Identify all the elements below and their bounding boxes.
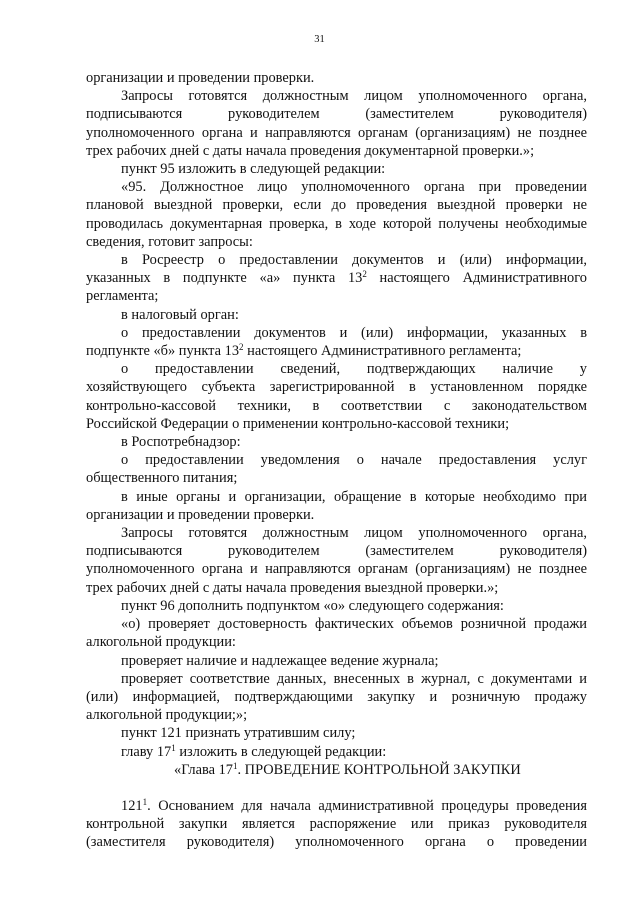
- text-segment: . ПРОВЕДЕНИЕ КОНТРОЛЬНОЙ ЗАКУПКИ: [237, 761, 521, 778]
- chapter-heading: [86, 761, 587, 779]
- text-line: пункт 95 изложить в следующей редакции:: [121, 161, 386, 178]
- text-line: (заместителя руководителя) уполномоченного органа о проведении: [86, 834, 587, 851]
- text-line: о предоставлении сведений, подтверждающих наличие у: [121, 361, 587, 378]
- text-line: общественного питания;: [86, 470, 238, 487]
- superscript: 2: [239, 342, 244, 353]
- text-segment: главу 17: [121, 743, 172, 760]
- text-line: плановой выездной проверки, если до проведения выездной проверки не: [86, 197, 587, 214]
- text-line: контрольно-кассовой техники, в соответствии с законодательством: [86, 397, 587, 414]
- document-body: [86, 69, 587, 852]
- text-segment: «Глава 17: [174, 761, 233, 778]
- text-line: контрольной закупки является распоряжение или приказ руководителя: [86, 816, 587, 833]
- text-line: уполномоченного органа и направляются органам (организациям) не позднее: [86, 561, 587, 578]
- text-line: трех рабочих дней с даты начала проведения документарной проверки.»;: [86, 142, 535, 159]
- text-line: Запросы готовятся должностным лицом уполномоченного органа,: [121, 88, 587, 105]
- text-line: [86, 743, 587, 761]
- text-segment: изложить в следующей редакции:: [175, 743, 387, 760]
- text-line: проверяет наличие и надлежащее ведение журнала;: [121, 652, 439, 669]
- page-number: 31: [314, 34, 325, 45]
- text-line: проверяет соответствие данных, внесенных в журнал, с документами и: [121, 670, 587, 687]
- text-segment: подпункте «б» пункта 13: [86, 343, 240, 360]
- spacer: [86, 779, 587, 797]
- text-line: хозяйствующего субъекта зарегистрированной в установленном порядке: [86, 379, 587, 396]
- text-line: в Роспотребнадзор:: [121, 434, 241, 451]
- text-line: [86, 797, 587, 815]
- text-line: проводилась документарная проверка, в ходе которой получены необходимые: [86, 215, 587, 232]
- text-line: [86, 269, 587, 287]
- text-segment: настоящего Административного: [366, 270, 587, 287]
- text-segment: 121: [121, 797, 143, 814]
- text-line: организации и проведении проверки.: [86, 506, 315, 523]
- text-line: организации и проведении проверки.: [86, 70, 315, 86]
- text-line: о предоставлении документов и (или) информации, указанных в: [121, 324, 587, 341]
- text-line: в иные органы и организации, обращение в которые необходимо при: [121, 488, 587, 505]
- text-line: о предоставлении уведомления о начале предоставления услуг: [121, 452, 587, 469]
- text-line: уполномоченного органа и направляются органам (организациям) не позднее: [86, 124, 587, 141]
- text-line: пункт 121 признать утратившим силу;: [121, 725, 356, 742]
- text-line: подписываются руководителем (заместителем руководителя): [86, 543, 587, 560]
- text-segment: указанных в подпункте «а» пункта 13: [86, 270, 363, 287]
- superscript: 2: [362, 269, 367, 280]
- text-line: сведения, готовит запросы:: [86, 233, 253, 250]
- text-line: в Росреестр о предоставлении документов и (или) информации,: [121, 252, 587, 269]
- text-segment: . Основанием для начала административной процедуры проведения: [147, 797, 587, 814]
- text-line: (или) информацией, подтверждающими закупку и розничную продажу: [86, 688, 587, 705]
- text-line: трех рабочих дней с даты начала проведения выездной проверки.»;: [86, 579, 499, 596]
- text-line: алкогольной продукции;»;: [86, 707, 248, 724]
- text-line: регламента;: [86, 288, 159, 305]
- superscript: 1: [171, 742, 176, 753]
- text-line: подписываются руководителем (заместителем руководителя): [86, 106, 587, 123]
- superscript: 1: [232, 760, 238, 771]
- text-line: «95. Должностное лицо уполномоченного органа при проведении: [121, 179, 587, 196]
- text-line: в налоговый орган:: [121, 306, 239, 323]
- superscript: 1: [142, 796, 148, 807]
- text-line: Запросы готовятся должностным лицом уполномоченного органа,: [121, 525, 587, 542]
- text-line: «о) проверяет достоверность фактических объемов розничной продажи: [121, 616, 587, 633]
- text-line: пункт 96 дополнить подпунктом «о» следующего содержания:: [121, 597, 504, 614]
- text-line: Российской Федерации о применении контрольно-кассовой техники;: [86, 415, 510, 432]
- text-segment: настоящего Административного регламента;: [243, 343, 522, 360]
- text-line: алкогольной продукции:: [86, 634, 236, 651]
- text-line: [86, 342, 587, 360]
